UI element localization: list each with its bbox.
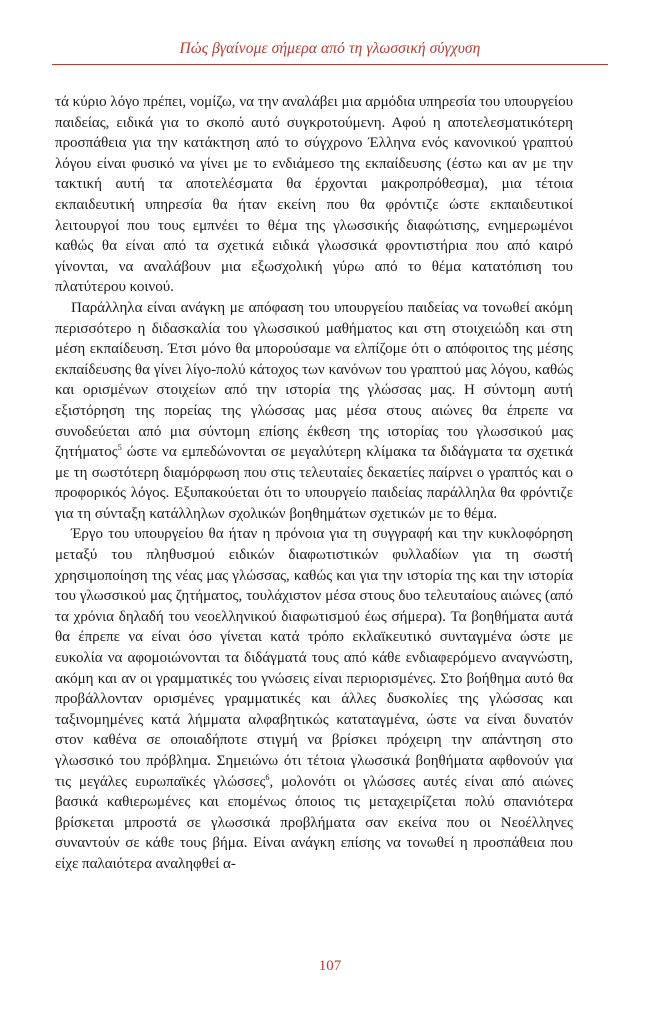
running-head: Πώς βγαίνομε σήμερα από τη γλωσσική σύγχυση <box>179 40 481 57</box>
page-number: 107 <box>318 958 342 974</box>
paragraph-3-text-b: , μολονότι οι γλώσσες αυτές είναι από αιώνες βασικά καθιερωμένες και επομένως όποιος τις μεταχειρίζεται πολύ σπανιότερα βρίσκεται μπροστά σε γλωσσικά προβλήματα σαν εκείνα που οι Νεοέλληνες συναντούν σε κάθε τους βήμα. Είναι ανάγκη επίσης να τονωθεί η προσπάθεια που είχε παλαιότερα αναληφθεί α- <box>55 773 573 872</box>
paragraph-1-text: τά κύριο λόγο πρέπει, νομίζω, να την αναλάβει μια αρμόδια υπηρεσία του υπουργείου παιδείας, ειδικά για το σκοπό αυτό συγκροτούμενη. Αφού η αποτελεσματικότερη προσπάθεια για την κατάκτηση από το σύγχρονο Έλληνα ενός κανονικού γραπτού λόγου είναι φυσικό να γίνει με το ενδιάμεσο της εκπαίδευσης (έστω και αν με την τακτική αυτή τα αποτελέσματα θα έρχονται μακροπρόθεσμα), μια τέτοια εκπαιδευτική υπηρεσία θα ήταν εκείνη που θα φρόντιζε ώστε εκπαιδευτικοί λειτουργοί που τους εμπνέει το θέμα της γλωσσικής διαφώτισης, ενημερωμένοι καθώς θα είναι από τα σχετικά ειδικά γλωσσικά φροντιστήρια που από καιρό γίνονται, να αναλάβουν μια εξωσχολική γύρω από το θέμα κατατόπιση του πλατύτερου κοινού. <box>55 94 573 296</box>
paragraph-2-text-a: Παράλληλα είναι ανάγκη με απόφαση του υπουργείου παιδείας να τονωθεί ακόμη περισσότερο η διδασκαλία του γλωσσικού μαθήματος και στη στοιχειώδη και στη μέση εκπαίδευση. Έτσι μόνο θα μπορούσαμε να ελπίζομε ότι ο απόφοιτος της μέσης εκπαίδευσης θα γίνει λίγο-πολύ κάτοχος των κανόνων του γραπτού μας λόγου, καθώς και ορισμένων στοιχείων από την ιστορία της γλώσσας μας. Η σύντομη αυτή εξιστόρηση της πορείας της γλώσσας μας μέσα στους αιώνες θα έπρεπε να συνοδεύεται από μια σύντομη επίσης έκθεση της ιστορίας του γλωσσικού μας ζητήματος <box>55 299 573 461</box>
paragraph-2-text-b: ώστε να εμπεδώνονται σε μεγαλύτερη κλίμακα τα διδάγματα τα σχετικά με τη σωστότερη διαμόρφωση που στις τελευταίες δεκαετίες παίρνει ο γραπτός και ο προφορικός λόγος. Εξυπακούεται ότι το υπουργείο παιδείας παράλληλα θα φρόντιζε για τη σύνταξη κατάλληλων σχολικών βοηθημάτων σχετικών με το θέμα. <box>55 444 573 522</box>
footnote-ref-5[interactable]: 5 <box>117 443 122 453</box>
body-text <box>55 92 573 875</box>
footnote-ref-6[interactable]: 6 <box>265 772 270 782</box>
header-rule <box>52 64 608 65</box>
paragraph-2 <box>55 298 573 525</box>
paragraph-3 <box>55 524 573 874</box>
paragraph-3-text-a: Έργο του υπουργείου θα ήταν η πρόνοια για τη συγγραφή και την κυκλοφόρηση μεταξύ του πληθυσμού ειδικών διαφωτιστικών φυλλαδίων για τη σωστή χρησιμοποίηση της νέας μας γλώσσας, καθώς και για την ιστορία της και την ιστορία του γλωσσικού μας ζητήματος, τουλάχιστον μέσα στους δυο τελευταίους αιώνες (από τα χρόνια δηλαδή του νεοελληνικού διαφωτισμού έως σήμερα). Τα βοηθήματα αυτά θα έπρεπε να είναι όσο γίνεται κατά τρόπο εκλαϊκευτικό συνταγμένα ώστε με ευκολία να αφομοιώνονται τα διδάγματά τους από κάθε ενδιαφερόμενο αναγνώστη, ακόμη και αν οι γραμματικές του γνώσεις είναι περιορισμένες. Στο βοήθημα αυτό θα προβάλλονταν ορισμένες γραμματικές και άλλες δυσκολίες της γλώσσας και ταξινομημένες κατά λήμματα αλφαβητικώς καταταγμένα, ώστε να είναι δυνατόν στον καθένα σε οποιαδήποτε στιγμή να βρίσκει πρόχειρη την απάντηση στο γλωσσικό του πρόβλημα. Σημειώνω ότι τέτοια γλωσσικά βοηθήματα αφθονούν για τις μεγάλες ευρωπαϊκές γλώσσες <box>55 526 573 790</box>
paragraph-1 <box>55 92 573 298</box>
